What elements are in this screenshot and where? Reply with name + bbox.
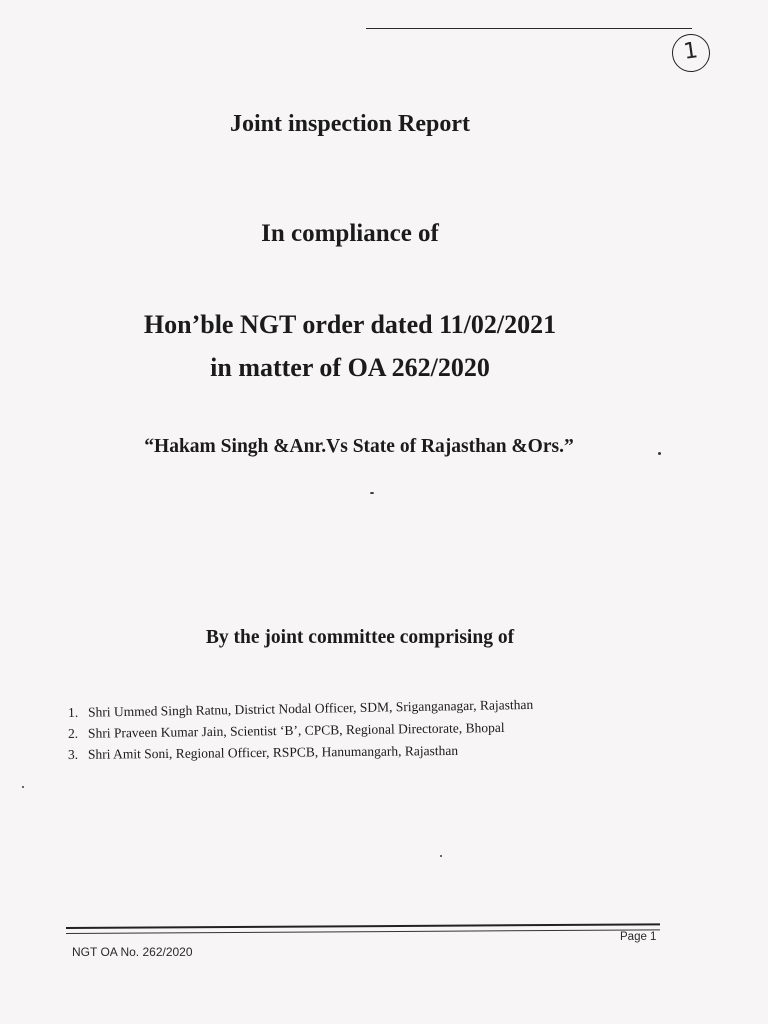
footer-rule-thin xyxy=(66,929,660,934)
scan-speck xyxy=(658,452,661,455)
handwritten-page-number: 1 xyxy=(670,32,713,75)
case-title: “Hakam Singh &Anr.Vs State of Rajasthan &Ors.” xyxy=(144,436,574,457)
list-item-number: 1. xyxy=(67,704,79,720)
compliance-line: In compliance of xyxy=(261,220,439,247)
committee-heading: By the joint committee comprising of xyxy=(205,627,515,648)
scan-speck xyxy=(440,855,442,857)
scan-speck xyxy=(370,492,374,494)
footer-page-number: Page 1 xyxy=(620,931,657,943)
list-item-text: Shri Ummed Singh Ratnu, District Nodal Officer, SDM, Sriganganagar, Rajasthan xyxy=(87,696,534,720)
list-item-text: Shri Amit Soni, Regional Officer, RSPCB, Hanumangarh, Rajasthan xyxy=(87,742,459,762)
report-title: Joint inspection Report xyxy=(230,111,470,137)
committee-members-list xyxy=(67,696,708,765)
top-rule xyxy=(366,28,692,29)
order-line: Hon’ble NGT order dated 11/02/2021 xyxy=(143,310,557,339)
matter-line: in matter of OA 262/2020 xyxy=(210,353,490,382)
list-item-text: Shri Praveen Kumar Jain, Scientist ‘B’, CPCB, Regional Directorate, Bhopal xyxy=(87,719,505,741)
scan-speck xyxy=(22,786,24,788)
list-item-number: 3. xyxy=(67,746,79,762)
list-item-number: 2. xyxy=(67,725,79,741)
footer-case-number: NGT OA No. 262/2020 xyxy=(72,945,193,959)
footer-rule xyxy=(66,923,660,929)
